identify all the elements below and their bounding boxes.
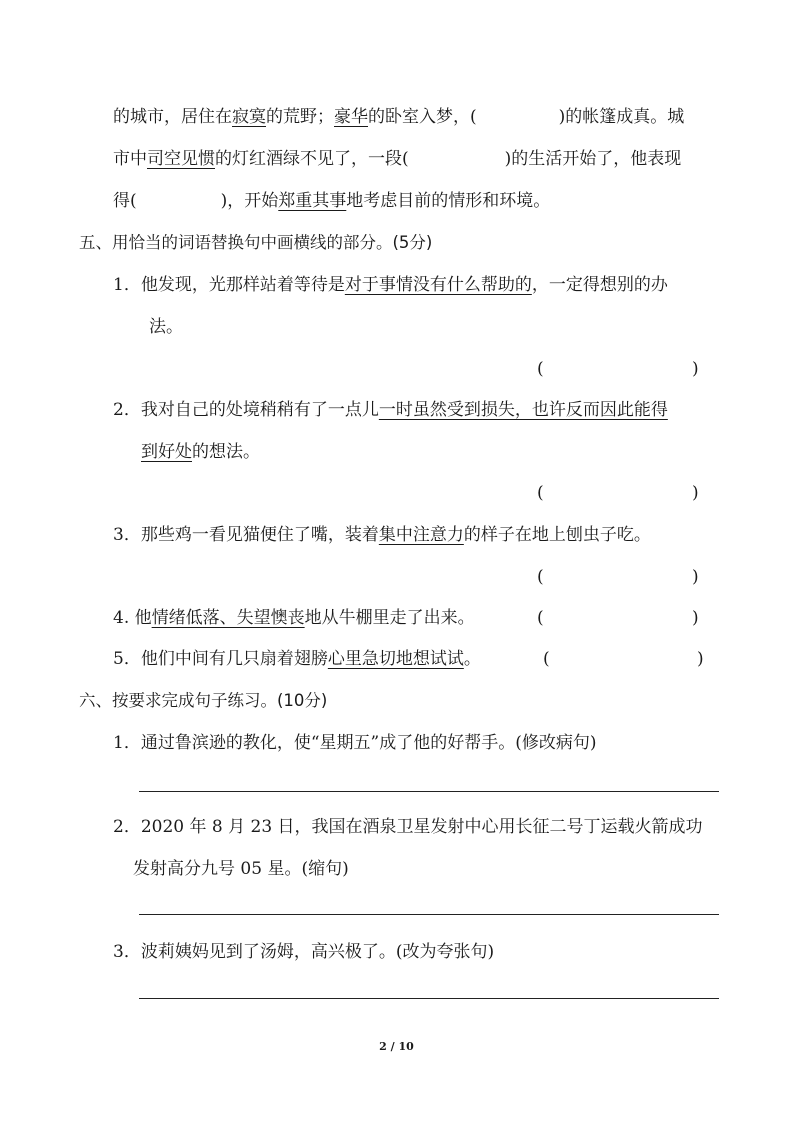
text: 5．他们中间有几只扇着翅膀 [113,649,328,669]
text: 的城市，居住在 [113,107,232,127]
underlined-phrase: 集中注意力 [378,525,464,545]
s5-q2-answer-space[interactable] [548,481,688,505]
section-6-title: 六、按要求完成句子练习。(10分) [79,691,328,710]
s6-question-3: 3．波莉姨妈见到了汤姆，高兴极了。(改为夸张句) [113,942,495,962]
s5-question-5 [113,647,481,671]
s5-question-1 [113,273,668,297]
s5-q3-paren-open: ( [537,567,544,587]
s6-question-2-cont: 发射高分九号 05 星。(缩句) [133,859,349,879]
s5-question-1-cont: 法。 [149,317,183,337]
passage-line-3 [113,189,550,213]
text: 地考虑目前的情形和环境。 [346,191,551,211]
s5-q4-paren-close: ) [692,608,699,628]
passage-line-2 [113,147,681,171]
section-5-title: 五、用恰当的词语替换句中画横线的部分。(5分) [79,233,433,252]
text: )的生活开始了，他表现 [504,149,682,169]
underlined-word: 郑重其事 [278,191,347,211]
s5-q3-answer-space[interactable] [548,565,688,589]
s5-question-2 [113,398,668,422]
underlined-word: 司空见惯 [147,149,215,169]
underlined-word: 豪华 [334,107,368,127]
text: 的荒野； [266,107,334,127]
s5-question-3 [113,523,651,547]
s5-q5-answer-space[interactable] [554,647,694,671]
text: ，一定得想别的办 [531,275,668,295]
s5-q1-paren-close: ) [692,359,699,379]
text: 3．那些鸡一看见猫便住了嘴，装着 [113,525,379,545]
s6-q2-answer-line[interactable] [139,914,719,915]
text: 得( [113,191,137,211]
text: 市中 [113,149,147,169]
s5-q1-paren-open: ( [537,359,544,379]
text: 2．我对自己的处境稍稍有了一点儿 [113,400,379,420]
s6-q1-answer-line[interactable] [139,791,719,792]
s5-question-4 [113,606,475,630]
text: 的卧室入梦，( [368,107,477,127]
s6-question-1: 1．通过鲁滨逊的教化，使“星期五”成了他的好帮手。(修改病句) [113,733,597,753]
s5-q5-paren-close: ) [697,649,704,669]
s5-q1-answer-space[interactable] [548,357,688,381]
text: )的帐篷成真。城 [558,107,685,127]
s6-q3-answer-line[interactable] [139,998,719,999]
underlined-phrase: 对于事情没有什么帮助的 [344,275,532,295]
s5-q2-paren-close: ) [692,483,699,503]
text: 1．他发现，光那样站着等待是 [113,275,345,295]
s5-q2-paren-open: ( [537,483,544,503]
underlined-phrase: 心里急切地想试试 [327,649,464,669]
s5-q5-paren-open: ( [543,649,550,669]
text: 。 [463,649,481,669]
underlined-phrase: 到好处 [141,442,192,462]
text: 地从牛棚里走了出来。 [304,608,475,628]
s5-q4-paren-open: ( [537,608,544,628]
text: 的灯红酒绿不见了，一段( [215,149,409,169]
page-number: 2 / 10 [379,1040,414,1053]
text: )，开始 [220,191,279,211]
s6-question-2: 2．2020 年 8 月 23 日，我国在酒泉卫星发射中心用长征二号丁运载火箭成功 [113,817,703,837]
s5-question-2-cont [141,440,260,464]
underlined-word: 寂寞 [232,107,266,127]
passage-line-1 [113,105,684,129]
underlined-phrase: 情绪低落、失望懊丧 [151,608,305,628]
text: 的想法。 [192,442,260,462]
s5-q4-answer-space[interactable] [548,606,688,630]
text: 的样子在地上刨虫子吃。 [463,525,651,545]
text: 4. 他 [113,608,152,628]
underlined-phrase: 一时虽然受到损失，也许反而因此能得 [378,400,668,420]
s5-q3-paren-close: ) [692,567,699,587]
